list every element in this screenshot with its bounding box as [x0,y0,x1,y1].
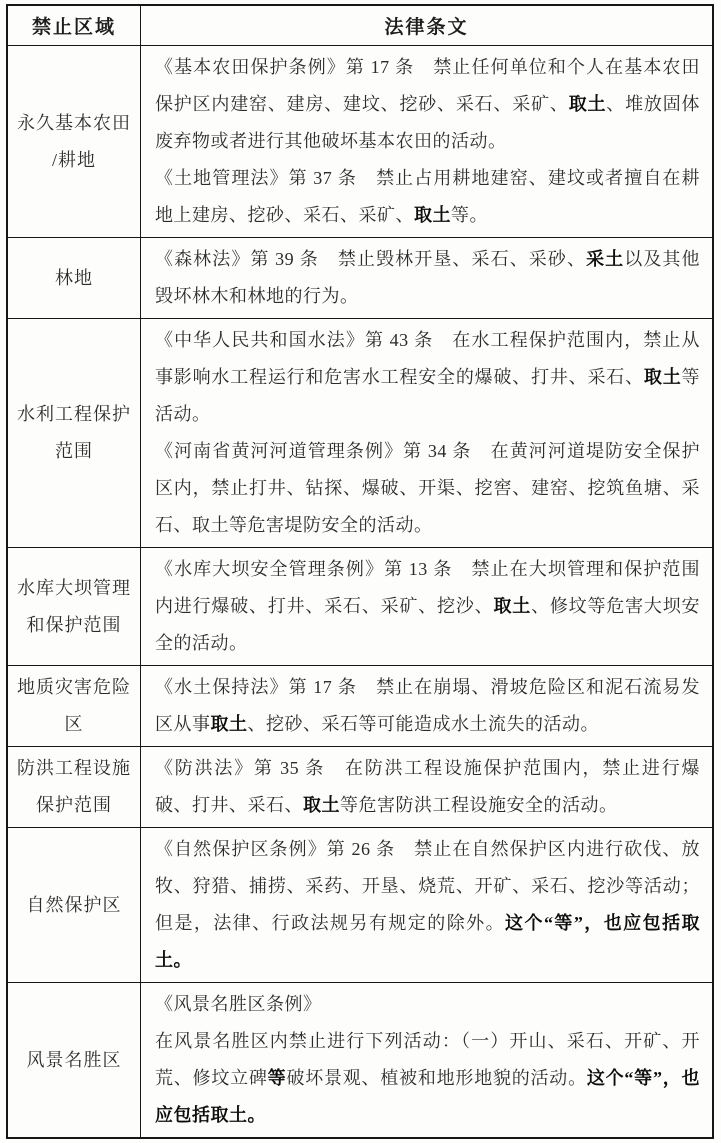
header-row [7,5,713,46]
area-cell [7,46,141,238]
law-cell [141,983,714,1139]
emphasized-term: 采土 [586,249,625,269]
area-label-line: 防洪工程设施 [17,758,131,778]
law-paragraph [155,986,700,1023]
area-label-line: 风景名胜区 [26,1049,122,1070]
area-cell [7,319,141,548]
area-label-line: 保护范围 [36,795,112,815]
law-text: 《土地管理法》第 37 条 禁止占用耕地建窑、建坟或者擅自在耕地上建房、挖砂、采石、采矿、 [155,168,700,225]
law-text: 《自然保护区条例》第 26 条 禁止在自然保护区内进行砍伐、放牧、狩猎、捕捞、采药、开垦、烧荒、开矿、采石、挖沙等活动；但是，法律、行政法规另有规定的除外。 [155,839,700,933]
law-cell [141,666,714,747]
law-text: 、堆放固体废弃物或者进行其他破坏基本农田的活动。 [155,94,701,151]
area-label-line: 林地 [55,267,93,288]
law-paragraph [155,322,700,433]
law-text: 、挖砂、采石等可能造成水土流失的活动。 [247,714,599,734]
area-cell [7,238,141,319]
table-row [7,666,713,747]
law-cell [141,548,714,666]
law-text: 、修坟等危害大坝安全的活动。 [155,596,701,653]
law-cell [141,319,714,548]
table-row [7,238,713,319]
area-cell [7,666,141,747]
law-text: 《水库大坝安全管理条例》第 13 条 禁止在大坝管理和保护范围内进行爆破、打井、采石、采矿、挖沙、 [155,559,700,616]
table-body [7,46,713,1139]
area-label-line: 范围 [55,441,93,461]
area-cell [7,747,141,828]
law-paragraph [155,831,700,979]
law-text: 破坏景观、植被和地形地貌的活动。 [286,1068,587,1088]
law-text: 《森林法》第 39 条 禁止毁林开垦、采石、采砂、 [155,249,587,269]
header-cell-legal-provisions: 法律条文 [141,5,714,46]
emphasized-term: 取土 [568,94,607,114]
law-paragraph [155,669,700,743]
law-text: 《防洪法》第 35 条 在防洪工程设施保护范围内，禁止进行爆破、打井、采石、 [155,758,700,815]
law-text: 《风景名胜区条例》 [155,994,322,1014]
law-paragraph [155,1023,700,1134]
emphasized-term: 取土 [303,795,340,815]
area-cell [7,548,141,666]
table-row [7,46,713,238]
header-cell-prohibited-area: 禁止区域 [7,5,141,46]
area-label-line: 自然保护区 [26,894,122,915]
area-label-line: 水利工程保护 [17,404,131,424]
area-cell [7,828,141,983]
law-text: 《水土保持法》第 17 条 禁止在崩塌、滑坡危险区和泥石流易发区从事 [155,677,700,734]
prohibited-areas-table [6,4,714,1139]
law-text: 等。 [451,205,488,225]
area-label-line: 水库大坝管理 [17,577,131,598]
law-paragraph [155,241,700,315]
law-paragraph [155,49,700,160]
area-label-line: 区 [64,714,84,734]
law-paragraph [155,551,700,662]
law-paragraph [155,750,700,824]
law-text: 以及其他毁坏林木和林地的行为。 [155,249,701,306]
law-text: 《河南省黄河河道管理条例》第 34 条 在黄河河道堤防安全保护区内，禁止打井、钻探、爆破、开渠、挖窖、建窑、挖筑鱼塘、采石、取土等危害堤防安全的活动。 [155,441,700,535]
emphasized-term: 取土 [210,714,248,734]
law-paragraph [155,160,700,234]
emphasized-term: 取土 [643,367,682,387]
table-row [7,747,713,828]
law-cell [141,828,714,983]
law-paragraph [155,433,700,544]
table-header [7,5,713,46]
law-text: 《基本农田保护条例》第 17 条 禁止任何单位和个人在基本农田保护区内建窑、建房、建坟、挖砂、采石、采矿、 [155,57,700,114]
law-cell [141,747,714,828]
law-text: 《中华人民共和国水法》第 43 条 在水工程保护范围内，禁止从事影响水工程运行和危害水工程安全的爆破、打井、采石、 [155,330,700,387]
emphasized-term: 这个“等”，也应包括取土。 [155,913,701,970]
area-label-line: 永久基本农田 [17,112,131,133]
area-label-line: /耕地 [51,149,96,170]
table-row [7,828,713,983]
area-cell [7,983,141,1139]
law-cell [141,238,714,319]
area-label-line: 和保护范围 [26,614,122,635]
area-label-line: 地质灾害危险 [17,677,131,697]
table-row [7,548,713,666]
emphasized-term: 取土 [493,596,532,616]
law-text: 等活动。 [155,367,700,424]
emphasized-term: 等 [267,1068,287,1088]
emphasized-term: 取土 [414,205,451,225]
emphasized-term: 这个“等”，也应包括取土。 [155,1068,701,1125]
table-row [7,983,713,1139]
law-text: 等危害防洪工程设施安全的活动。 [340,795,618,815]
law-text: 在风景名胜区内禁止进行下列活动：（一）开山、采石、开矿、开荒、修坟立碑 [155,1031,700,1088]
table-row [7,319,713,548]
law-cell [141,46,714,238]
